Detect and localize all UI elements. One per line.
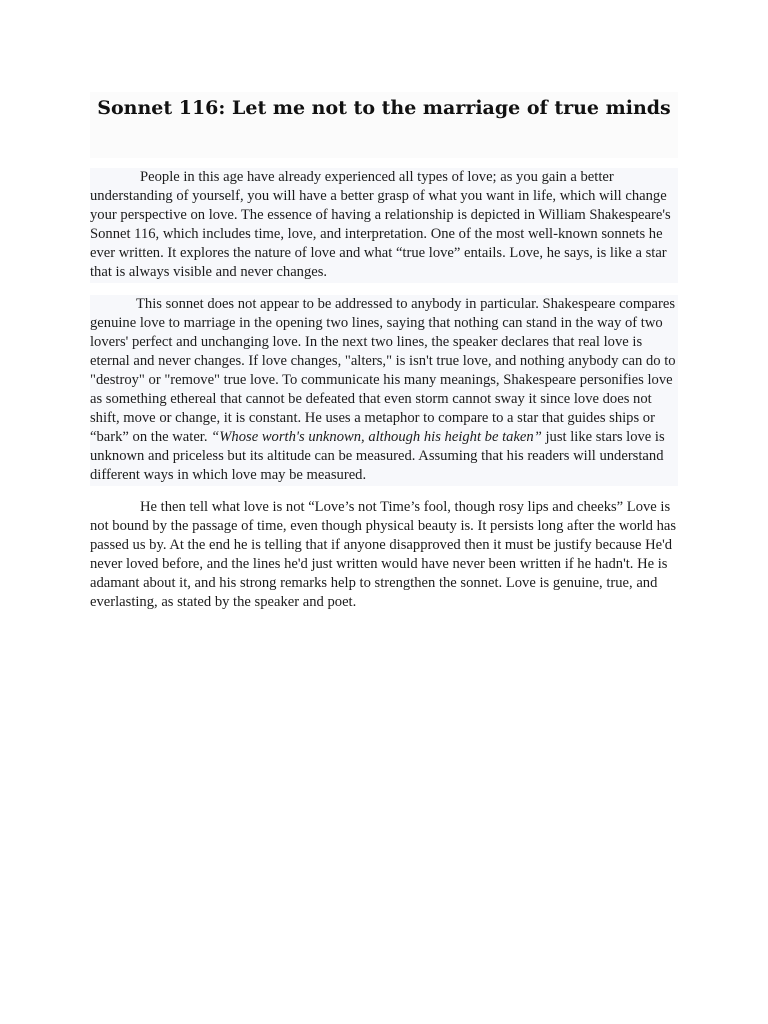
paragraph-conclusion: He then tell what love is not “Love’s not Time’s fool, though rosy lips and cheeks” Love is not bound by the passage of time, even though physical beauty is. It persists long after the world has passed us by. At the end he is telling that if anyone disapproved then it must be justify because He'd never loved before, and the lines he'd just written would have never been written if he hadn't. He is adamant about it, and his strong remarks help to strengthen the sonnet. Love is genuine, true, and everlasting, as stated by the speaker and poet. bbox=[90, 498, 677, 610]
paragraph-analysis bbox=[90, 295, 678, 486]
document-body bbox=[90, 168, 678, 624]
paragraph-introduction: People in this age have already experienced all types of love; as you gain a better understanding of yourself, you will have a better grasp of what you want in life, which will change your perspective on love. The essence of having a relationship is depicted in William Shakespeare's Sonnet 116, which includes time, love, and interpretation. One of the most well-known sonnets he ever written. It explores the nature of love and what “true love” entails. Love, he says, is like a star that is always visible and never changes. bbox=[90, 168, 678, 283]
paragraph-analysis-text: This sonnet does not appear to be addressed to anybody in particular. Shakespeare compares genuine love to marriage in the opening two lines, saying that nothing can stand in the way of two lovers' perfect and unchanging love. In the next two lines, the speaker declares that real love is eternal and never changes. If love changes, "alters," is isn't true love, and nothing anybody can do to "destroy" or "remove" true love. To communicate his many meanings, Shakespeare personifies love as something ethereal that cannot be defeated that even storm cannot sway it since love does not shift, move or change, it is constant. He uses a metaphor to compare to a star that guides ships or “bark” on the water. bbox=[90, 295, 676, 446]
paragraph-analysis-continuation: just like stars love is unknown and priceless but its altitude can be measured. Assuming that his readers will understand different ways in which love may be measured. bbox=[90, 429, 665, 484]
document-title: Sonnet 116: Let me not to the marriage of true minds bbox=[97, 97, 671, 119]
sonnet-quote: “Whose worth's unknown, although his height be taken” bbox=[211, 429, 542, 446]
